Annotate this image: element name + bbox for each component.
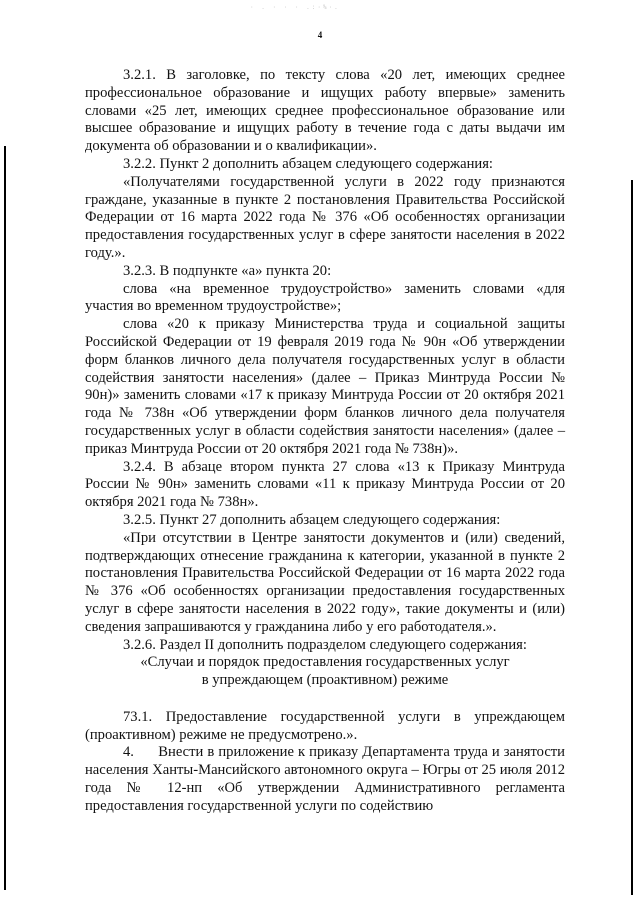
paragraph-3-2-1: 3.2.1. В заголовке, по тексту слова «20 лет, имеющих среднее профессиональное образование и ищущих работу впервые» заменить словами «25 лет, имеющих среднее профессиональное образование или высшее образование и ищущих работу в течение года с даты выдачи им документа об образовании и о квалификации». — [85, 67, 565, 155]
scan-edge-left — [4, 146, 6, 890]
paragraph-3-2-2: 3.2.2. Пункт 2 дополнить абзацем следующего содержания: — [123, 155, 493, 172]
paragraph-3-2-6: 3.2.6. Раздел II дополнить подразделом следующего содержания: — [123, 636, 527, 653]
page-number: 4 — [317, 30, 323, 40]
paragraph-3-2-4: 3.2.4. В абзаце втором пункта 27 слова «13 к Приказу Минтруда России № 90н» заменить словами «11 к приказу Минтруда России от 20 октября 2021 года № 738н». — [85, 458, 565, 511]
blank-line — [85, 690, 565, 709]
paragraph-quote-recipients: «Получателями государственной услуги в 2022 году признаются граждане, указанные в пункте 2 постановления Правительства Российской Федерации от 16 марта 2022 года № 376 «Об особенностях организации предоставления государственных услуг в сфере занятости населения в 2022 году.». — [85, 173, 565, 261]
paragraph-words-temporary-employment: слова «на временное трудоустройство» заменить словами «для участия во временном трудоустройстве»; — [85, 280, 565, 315]
paragraph-quote-absence-documents: «При отсутствии в Центре занятости документов и (или) сведений, подтверждающих отнесение гражданина к категории, указанной в пункте 2 постановления Правительства Российской Федерации от 16 марта 2022 года № 376 «Об особенностях организации предоставления государственных услуг в сфере занятости населения в 2022 году», такие документы и (или) сведения запрашиваются у гражданина либо у его работодателя.». — [85, 529, 565, 635]
scan-edge-right — [631, 180, 633, 895]
subheading-line-2: в упреждающем (проактивном) режиме — [201, 672, 449, 689]
subheading-line-1: «Случаи и порядок предоставления государственных услуг — [140, 654, 510, 671]
scan-artifact: · . · · · .:·%·. — [250, 4, 340, 11]
paragraph-3-2-3: 3.2.3. В подпункте «а» пункта 20: — [123, 262, 332, 279]
paragraph-4: 4. Внести в приложение к приказу Департамента труда и занятости населения Ханты-Мансийского автономного округа – Югры от 25 июля 2012 года № 12-нп «Об утверждении Административного регламента предоставления государственной услуги по содействию — [85, 744, 569, 814]
paragraph-words-order-90n: слова «20 к приказу Министерства труда и социальной защиты Российской Федерации от 19 февраля 2019 года № 90н «Об утверждении форм бланков личного дела получателя государственных услуг в области содействия занятости населения» (далее – Приказ Минтруда России № 90н)» заменить словами «17 к приказу Минтруда России от 20 октября 2021 года № 738н «Об утверждении форм бланков личного дела получателя государственных услуг в области содействия занятости населения» (далее – приказ Минтруда России от 20 октября 2021 года № 738н)». — [85, 316, 565, 457]
document-body — [85, 67, 569, 816]
paragraph-3-2-5: 3.2.5. Пункт 27 дополнить абзацем следующего содержания: — [123, 511, 501, 528]
paragraph-73-1: 73.1. Предоставление государственной услуги в упреждающем (проактивном) режиме не предусмотрено.». — [85, 708, 565, 743]
